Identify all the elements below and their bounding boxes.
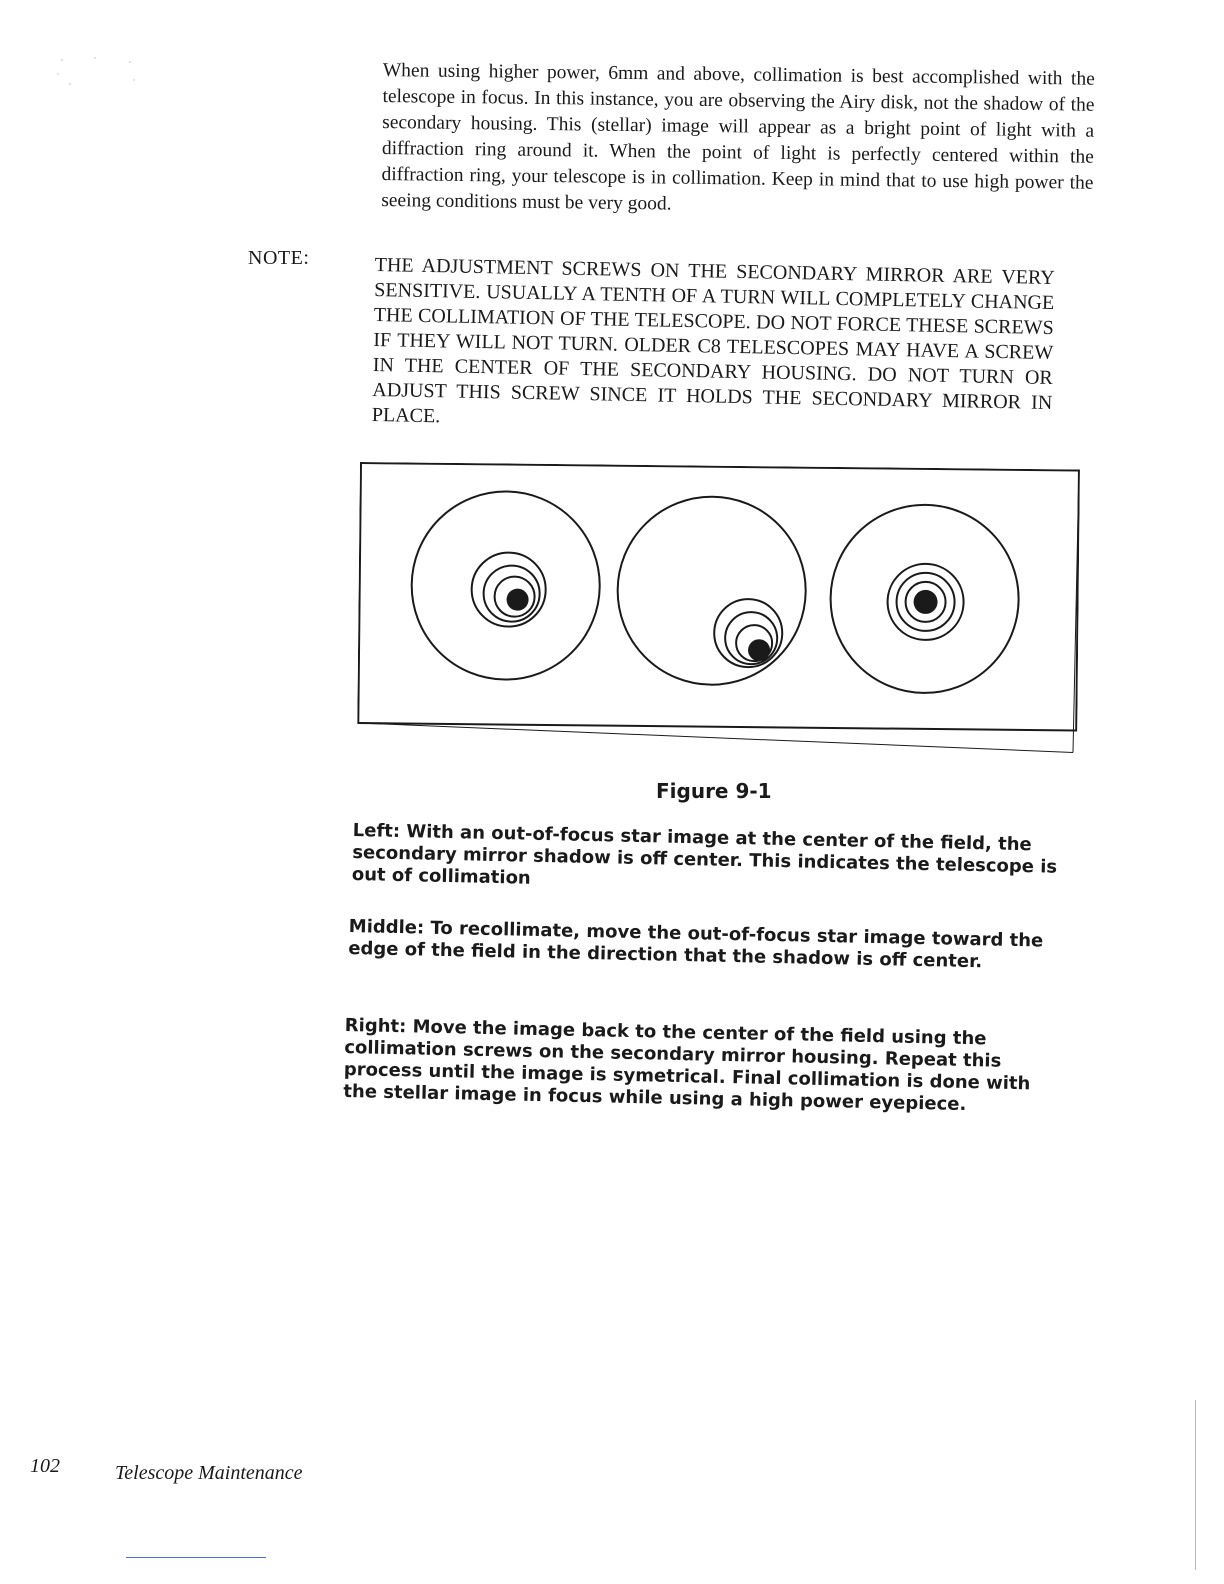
page-number: 102 bbox=[30, 1455, 60, 1477]
note-text: THE ADJUSTMENT SCREWS ON THE SECONDARY MIRROR ARE VERY SENSITIVE. USUALLY A TENTH OF A TURN WILL COMPLETELY CHANGE THE COLLIMATION OF THE TELESCOPE. DO NOT FORCE THESE SCREWS IF THEY WILL NOT TURN. OLDER C8 TELESCOPES MAY HAVE A SCREW IN THE CENTER OF THE SECONDARY HOUSING. DO NOT TURN OR ADJUST THIS SCREW SINCE IT HOLDS THE SECONDARY MIRROR IN PLACE. bbox=[371, 253, 1055, 428]
collimation-figure bbox=[357, 462, 1080, 754]
explanation-middle: Middle: To recollimate, move the out-of-focus star image toward the edge of the field in the direction that the shadow is off center. bbox=[348, 916, 1044, 973]
left-star-image bbox=[411, 491, 601, 681]
intro-paragraph: When using higher power, 6mm and above, collimation is best accomplished with the telescope in focus. In this instance, you are observing the Airy disk, not the shadow of the secondary housing. This (stellar) image will appear as a bright point of light with a diffraction ring around it. When the point of light is perfectly centered within the diffraction ring, your telescope is in collimation. Keep in mind that to use high power the seeing conditions must be very good. bbox=[381, 59, 1095, 215]
note-label: NOTE: bbox=[248, 247, 310, 269]
figure-caption: Figure 9-1 bbox=[656, 779, 772, 803]
right-star-image bbox=[830, 504, 1020, 694]
section-title: Telescope Maintenance bbox=[115, 1462, 303, 1484]
scan-rule-line bbox=[126, 1557, 266, 1558]
scan-edge-line bbox=[1195, 1400, 1196, 1570]
scan-specks bbox=[50, 50, 150, 90]
middle-star-image bbox=[617, 496, 807, 686]
explanation-left: Left: With an out-of-focus star image at the center of the field, the secondary mirror shadow is off center. This indicates the telescope is out of collimation bbox=[351, 820, 1058, 889]
explanation-right: Right: Move the image back to the center of the field using the collimation screws on the secondary mirror housing. Repeat this process until the image is symetrical. Final collimation is done with the stellar image in focus while using a high power eyepiece. bbox=[343, 1015, 1031, 1116]
